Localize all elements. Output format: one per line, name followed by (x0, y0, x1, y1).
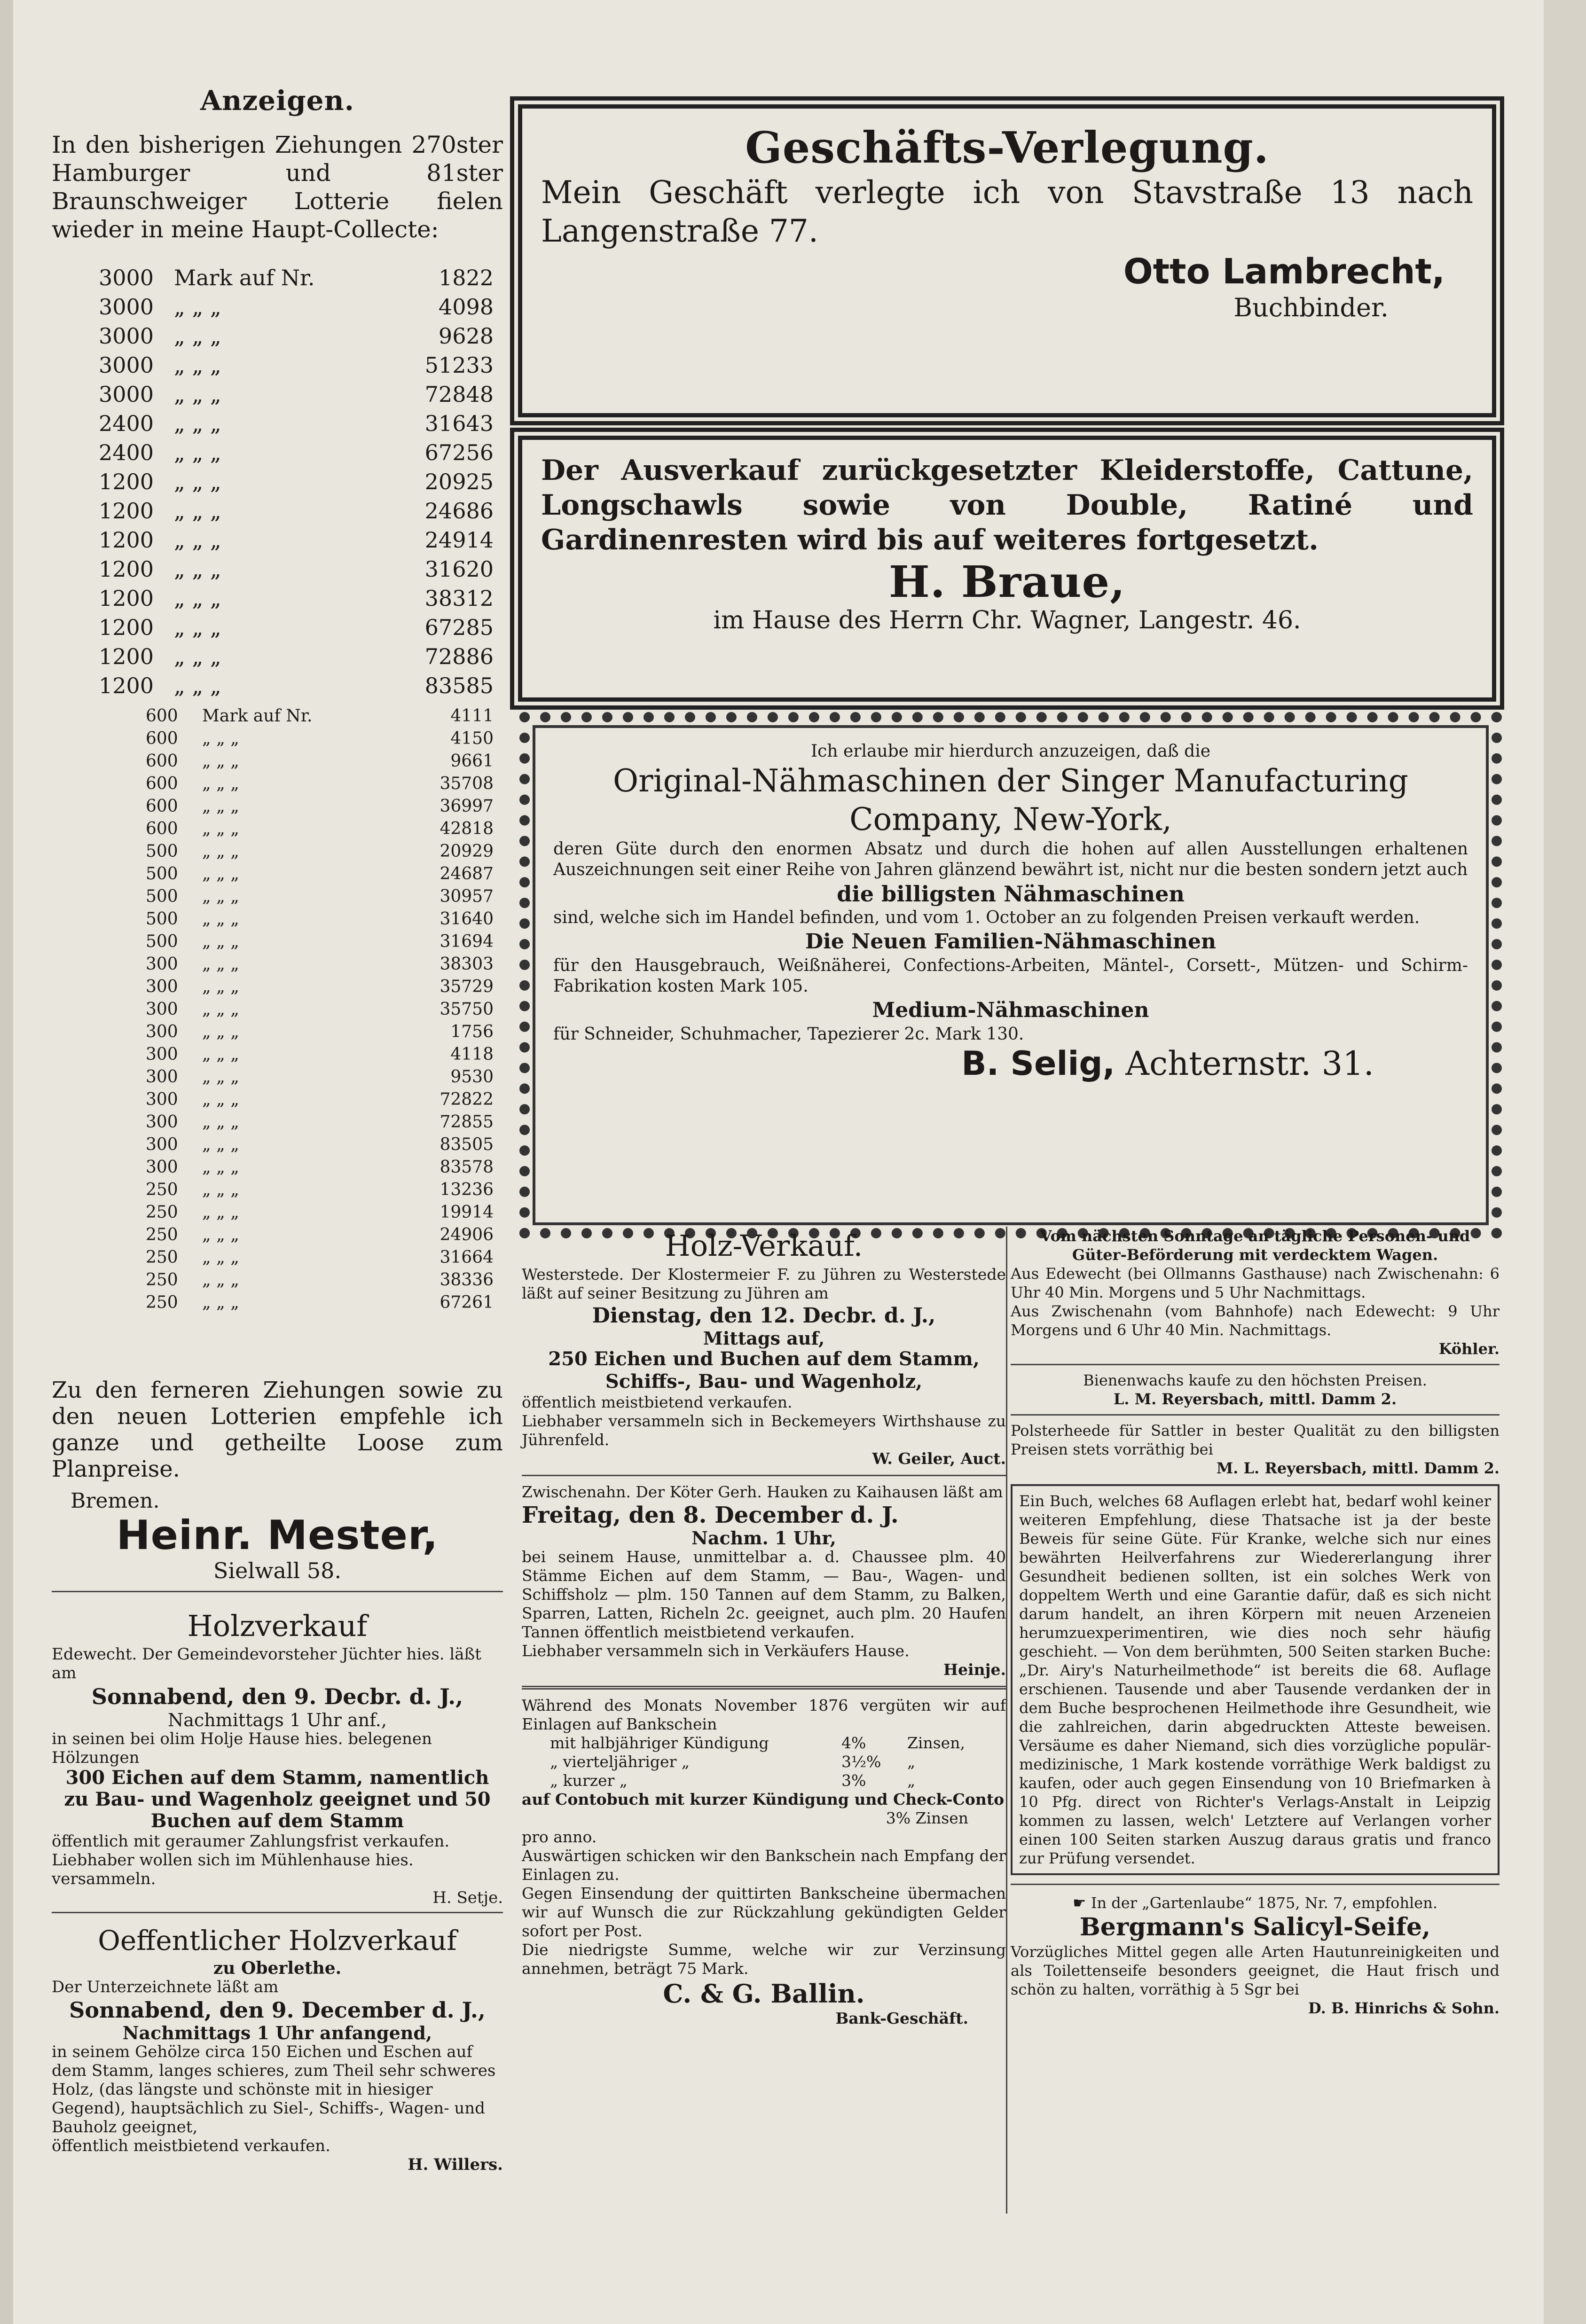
ad-name: Otto Lambrecht, (1123, 251, 1445, 292)
prize-amount: 600 (146, 797, 178, 816)
prize-row (146, 976, 494, 998)
lottery-address: Sielwall 58. (213, 1558, 342, 1583)
prize-amount: 3000 (99, 265, 154, 290)
ad-date: Sonnabend, den 9. December d. J., (69, 1997, 486, 2023)
prize-amount: 300 (146, 1135, 178, 1154)
prize-row (99, 555, 494, 584)
prize-label: „ „ „ (202, 1090, 239, 1109)
ad-text: Der Unterzeichnete läßt am (52, 1978, 279, 1996)
prize-row (146, 1201, 494, 1224)
prize-label: „ „ „ (174, 615, 221, 640)
lottery-city: Bremen. (71, 1489, 160, 1513)
ad-title: Bergmann's Salicyl-Seife, (1079, 1913, 1431, 1941)
prize-number: 4150 (450, 729, 494, 748)
prize-amount: 300 (146, 955, 178, 974)
prize-amount: 250 (146, 1248, 178, 1267)
prize-amount: 600 (146, 729, 178, 748)
prize-label: „ „ „ (202, 1022, 239, 1041)
prize-label: „ „ „ (174, 469, 221, 494)
section-heading: Anzeigen. (200, 85, 354, 117)
prize-amount: 300 (146, 977, 178, 996)
bank-rate-label: „ kurzer „ (550, 1771, 628, 1790)
small-prize-list (146, 705, 494, 1314)
prize-number: 20929 (440, 842, 494, 861)
prize-label: „ „ „ (174, 440, 221, 465)
prize-amount: 1200 (99, 498, 154, 524)
prize-amount: 1200 (99, 556, 154, 582)
prize-number: 35750 (440, 1000, 494, 1019)
prize-row (146, 1269, 494, 1291)
prize-row (146, 728, 494, 750)
ad-address: im Hause des Herrn Chr. Wagner, Langestr. 46. (713, 606, 1301, 634)
prize-number: 67285 (424, 615, 494, 640)
prize-label: „ „ „ (202, 1180, 239, 1199)
ad-address: Achternstr. 31. (1125, 1044, 1374, 1083)
prize-row (99, 496, 494, 525)
prize-label: „ „ „ (202, 774, 239, 793)
bank-rate-label: mit halbjähriger Kündigung (550, 1734, 769, 1752)
prize-amount: 500 (146, 932, 178, 951)
ad-text: für Schneider, Schuhmacher, Tapezierer 2c. Mark 130. (553, 1025, 1024, 1044)
prize-label: „ „ „ (202, 751, 239, 771)
prize-amount: 1200 (99, 644, 154, 669)
prize-row (99, 613, 494, 642)
prize-label: Mark auf Nr. (174, 265, 315, 290)
prize-number: 24906 (440, 1225, 494, 1244)
ad-signature: Heinje. (943, 1660, 1006, 1679)
prize-label: „ „ „ (174, 323, 221, 349)
prize-label: „ „ „ (174, 382, 221, 407)
ad-time: Mittags auf, (703, 1328, 825, 1349)
prize-amount: 300 (146, 1067, 178, 1087)
ad-text: öffentlich meistbietend verkaufen. (522, 1393, 793, 1411)
column-rule (1006, 1227, 1007, 2214)
prize-label: „ „ „ (202, 819, 239, 838)
prize-row (146, 885, 494, 908)
ad-items: 300 Eichen auf dem Stamm, namentlich zu Bau- und Wagenholz geeignet und 50 Buchen auf dem Stamm (64, 1767, 491, 1832)
prize-number: 31694 (440, 932, 494, 951)
prize-number: 31643 (424, 411, 494, 436)
bank-text: pro anno. (522, 1828, 597, 1846)
prize-label: „ „ „ (202, 729, 239, 748)
prize-label: „ „ „ (202, 864, 239, 884)
bank-name: C. & G. Ballin. (663, 1979, 865, 2009)
ad-intro (1011, 1894, 1500, 1912)
prize-label: „ „ „ (202, 932, 239, 951)
prize-number: 67261 (440, 1293, 494, 1312)
ad-text: Der Ausverkauf zurückgesetzter Kleiderstoffe, Cattune, Longschawls sowie von Double, Ratiné und Gardinenresten wird bis auf weiteres fortgesetzt. (541, 454, 1473, 556)
ad-braue-box (510, 428, 1504, 710)
prize-number: 38303 (440, 955, 494, 974)
prize-label: „ „ „ (174, 586, 221, 611)
prize-number: 36997 (440, 797, 494, 816)
prize-label: „ „ „ (174, 352, 221, 378)
ad-text: Westerstede. Der Klostermeier F. zu Jühren zu Westerstede läßt auf seiner Besitzung zu Jühren am (522, 1265, 1006, 1302)
ad-text: in seinen bei olim Holje Hause hies. belegenen Hölzungen (52, 1729, 432, 1767)
prize-label: „ „ „ (174, 294, 221, 320)
prize-row (146, 818, 494, 840)
ad-title: Holzverkauf (187, 1609, 368, 1643)
bank-rate-rate: 4% (841, 1734, 866, 1752)
prize-number: 9661 (450, 751, 494, 771)
prize-amount: 600 (146, 774, 178, 793)
lottery-intro: In den bisherigen Ziehungen 270ster Hamburger und 81ster Braunschweiger Lotterie fielen wieder in meine Haupt-Collecte: (52, 131, 503, 243)
bank-text: auf Contobuch mit kurzer Kündigung und Check-Conto (522, 1790, 1005, 1808)
bank-rate-row (550, 1753, 1006, 1771)
prize-row (99, 642, 494, 671)
prize-number: 4111 (450, 706, 494, 726)
ad-signature: L. M. Reyersbach, mittl. Damm 2. (1113, 1390, 1397, 1408)
ad-intro-text: In der „Gartenlaube“ 1875, Nr. 7, empfohlen. (1091, 1894, 1437, 1912)
ad-items: 250 Eichen und Buchen auf dem Stamm, Schiffs-, Bau- und Wagenholz, (548, 1348, 980, 1393)
prize-label: „ „ „ (174, 673, 221, 698)
prize-row (99, 321, 494, 351)
prize-number: 9530 (450, 1067, 494, 1087)
prize-amount: 250 (146, 1270, 178, 1290)
prize-number: 1822 (438, 265, 494, 290)
ad-text: öffentlich meistbietend verkaufen. (52, 2136, 330, 2155)
prize-number: 72855 (440, 1112, 494, 1132)
prize-number: 72822 (440, 1090, 494, 1109)
ad-text: Polsterheede für Sattler in bester Qualität zu den billigsten Preisen stets vorräthig bei (1011, 1422, 1500, 1458)
prize-number: 31640 (440, 909, 494, 929)
ad-title: Vom nächsten Sonntage an tägliche Personen- und Güter-Beförderung mit verdecktem Wagen. (1040, 1227, 1470, 1264)
prize-amount: 250 (146, 1203, 178, 1222)
prize-row (146, 1021, 494, 1043)
big-prize-list (99, 263, 494, 700)
prize-number: 38336 (440, 1270, 494, 1290)
ad-signature: D. B. Hinrichs & Sohn. (1308, 1999, 1500, 2017)
bank-rate-rate: 3½% (841, 1753, 881, 1771)
prize-amount: 1200 (99, 469, 154, 494)
prize-amount: 1200 (99, 615, 154, 640)
prize-amount: 3000 (99, 294, 154, 320)
prize-amount: 3000 (99, 323, 154, 349)
ad-time: Nachm. 1 Uhr, (691, 1527, 836, 1549)
ad-text: bei seinem Hause, unmittelbar a. d. Chaussee plm. 40 Stämme Eichen auf dem Stamm, — Bau-, Wagen- und Schiffsholz — plm. 150 Tannen auf dem Stamm, zu Balken, Sparren, Latten, Richeln 2c. geeignet, auch plm. 20 Haufen Tannen öffentlich meistbietend verkaufen. (522, 1548, 1006, 1641)
prize-number: 24687 (440, 864, 494, 884)
bank-text: Auswärtigen schicken wir den Bankschein nach Empfang der Einlagen zu. (522, 1847, 1006, 1884)
prize-label: „ „ „ (202, 1270, 239, 1290)
prize-amount: 3000 (99, 382, 154, 407)
ad-subtitle: die billigsten Nähmaschinen (837, 881, 1185, 907)
ad-signature: H. Setje. (432, 1888, 503, 1907)
ad-text: Edewecht. Der Gemeindevorsteher Jüchter hies. läßt am (52, 1645, 481, 1682)
prize-amount: 300 (146, 1022, 178, 1041)
prize-number: 83505 (440, 1135, 494, 1154)
prize-amount: 250 (146, 1180, 178, 1199)
ad-name: H. Braue, (888, 556, 1126, 607)
prize-number: 31620 (424, 556, 494, 582)
lottery-outro: Zu den ferneren Ziehungen sowie zu den neuen Lotterien empfehle ich ganze und getheilte Loose zum Planpreise. (52, 1377, 503, 1482)
prize-number: 19914 (440, 1203, 494, 1222)
lottery-footer (52, 1377, 503, 1592)
prize-amount: 2400 (99, 411, 154, 436)
bank-rate-unit: „ (907, 1753, 916, 1771)
ad-text: sind, welche sich im Handel befinden, und vom 1. October an zu folgenden Preisen verkauft werden. (553, 908, 1420, 927)
ad-lambrecht-box (510, 96, 1504, 425)
prize-amount: 3000 (99, 352, 154, 378)
prize-row (99, 467, 494, 496)
prize-label: „ „ „ (202, 1248, 239, 1267)
column-lottery (52, 85, 503, 243)
prize-number: 35729 (440, 977, 494, 996)
prize-row (146, 1246, 494, 1269)
prize-label: „ „ „ (202, 1112, 239, 1132)
prize-label: „ „ „ (202, 1000, 239, 1019)
ad-signature: W. Geiler, Auct. (872, 1449, 1006, 1468)
prize-number: 20925 (424, 469, 494, 494)
ad-title: Geschäfts-Verlegung. (745, 122, 1269, 173)
prize-amount: 300 (146, 1112, 178, 1132)
prize-amount: 1200 (99, 527, 154, 553)
prize-row (146, 1156, 494, 1179)
prize-label: „ „ „ (202, 1135, 239, 1154)
prize-number: 9628 (438, 323, 494, 349)
prize-row (146, 953, 494, 976)
prize-label: Mark auf Nr. (202, 706, 313, 726)
prize-number: 1756 (450, 1022, 494, 1041)
prize-row (99, 351, 494, 380)
page-gutter-left (0, 0, 13, 2324)
ad-date: Dienstag, den 12. Decbr. d. J., (592, 1304, 936, 1328)
prize-amount: 600 (146, 751, 178, 771)
prize-amount: 250 (146, 1293, 178, 1312)
ad-text: für den Hausgebrauch, Weißnäherei, Confections-Arbeiten, Mäntel-, Corsett-, Mützen- und Schirm-Fabrikation kosten Mark 105. (553, 956, 1468, 996)
bank-trade: Bank-Geschäft. (835, 2009, 968, 2027)
ad-text: öffentlich mit geraumer Zahlungsfrist verkaufen. (52, 1832, 450, 1851)
bank-rate: 3% Zinsen (886, 1809, 968, 1827)
bank-rate-label: „ vierteljähriger „ (550, 1753, 690, 1771)
prize-label: „ „ „ (202, 1045, 239, 1064)
prize-amount: 300 (146, 1158, 178, 1177)
bank-text: Während des Monats November 1876 vergüten wir auf Einlagen auf Bankschein (522, 1696, 1006, 1733)
prize-row (146, 1111, 494, 1134)
prize-number: 4098 (438, 294, 494, 320)
prize-row (99, 263, 494, 292)
prize-row (146, 1066, 494, 1088)
prize-number: 72848 (424, 382, 494, 407)
prize-amount: 600 (146, 819, 178, 838)
prize-label: „ „ „ (202, 1293, 239, 1312)
prize-row (146, 705, 494, 728)
prize-row (146, 1043, 494, 1066)
prize-amount: 500 (146, 842, 178, 861)
prize-number: 51233 (424, 352, 494, 378)
ad-signature: Köhler. (1438, 1340, 1500, 1358)
ad-text: Vorzügliches Mittel gegen alle Arten Hautunreinigkeiten und als Toilettenseife besonders geeignet, die Haut frisch und schön zu halten, vorräthig à 5 Sgr bei (1011, 1943, 1500, 1998)
prize-row (146, 931, 494, 953)
ad-title: Holz-Verkauf. (665, 1229, 863, 1263)
ad-title: Original-Nähmaschinen der Singer Manufacturing Company, New-York, (612, 763, 1409, 837)
prize-row (99, 671, 494, 700)
ad-text: Bienenwachs kaufe zu den höchsten Preisen. (1083, 1371, 1427, 1389)
ad-subtitle: Die Neuen Familien-Nähmaschinen (805, 930, 1216, 954)
ad-text: Aus Zwischenahn (vom Bahnhofe) nach Edewecht: 9 Uhr Morgens und 6 Uhr 40 Min. Nachmittags. (1011, 1302, 1500, 1339)
prize-number: 83585 (424, 673, 494, 698)
prize-number: 42818 (440, 819, 494, 838)
prize-number: 24914 (424, 527, 494, 553)
ad-subtitle: Medium-Nähmaschinen (872, 998, 1149, 1022)
prize-row (146, 1291, 494, 1314)
column-right (1011, 1227, 1500, 2018)
ad-place: zu Oberlethe. (213, 1958, 342, 1978)
prize-amount: 300 (146, 1090, 178, 1109)
pointing-hand-icon: ☛ (1072, 1894, 1091, 1912)
prize-label: „ „ „ (202, 955, 239, 974)
bank-rate-table (550, 1734, 1006, 1790)
prize-label: „ „ „ (174, 556, 221, 582)
ad-text: Mein Geschäft verlegte ich von Stavstraße 13 nach Langenstraße 77. (541, 174, 1473, 249)
prize-amount: 300 (146, 1000, 178, 1019)
prize-number: 38312 (424, 586, 494, 611)
prize-number: 31664 (440, 1248, 494, 1267)
prize-number: 83578 (440, 1158, 494, 1177)
ad-date: Freitag, den 8. December d. J. (522, 1502, 899, 1528)
ad-holzverkauf-oberlethe (52, 1922, 503, 2174)
ad-title: Oeffentlicher Holzverkauf (98, 1925, 457, 1956)
ad-text: Ein Buch, welches 68 Auflagen erlebt hat, bedarf wohl keiner weiteren Empfehlung, diese Thatsache ist ja der beste Beweis für seine Güte. Für Kranke, welche sich nur eines bewährten Heilverfahrens zur Wiedererlangung ihrer Gesundheit bedienen sollten, ist ein solches Werk von doppeltem Werth und eine Garantie dafür, daß es sich nicht darum handelt, an ihren Körpern mit neuen Arzeneien herumzuexperimentiren, wie dies noch sehr häufig geschieht. — Von dem berühmten, 500 Seiten starken Buche: „Dr. Airy's Naturheilmethode“ ist bereits die 68. Auflage erschienen. Tausende und aber Tausende verdanken der in dem Buche besprochenen Heilmethode ihre Gesundheit, wie die zahlreichen, darin abgedruckten Atteste beweisen. Versäume es daher Niemand, sich dies vorzügliche populär-medizinische, 1 Mark kostende vorräthige Werk baldigst zu kaufen, oder auch gegen Einsendung von 10 Briefmarken à 10 Pfg. direct von Richter's Verlags-Anstalt in Leipzig kommen zu lassen, welch' Letztere auf Verlangen vorher einen 100 Seiten starken Auszug daraus gratis und franco zur Prüfung versendet. (1019, 1492, 1491, 1867)
prize-row (146, 1179, 494, 1201)
prize-label: „ „ „ (202, 887, 239, 906)
prize-row (146, 840, 494, 863)
prize-amount: 500 (146, 909, 178, 929)
prize-row (146, 1224, 494, 1246)
ad-book-box (1011, 1484, 1500, 1875)
prize-amount: 250 (146, 1225, 178, 1244)
prize-row (99, 525, 494, 555)
prize-label: „ „ „ (174, 644, 221, 669)
ad-signature: H. Willers. (408, 2155, 503, 2174)
prize-amount: 500 (146, 887, 178, 906)
prize-row (99, 438, 494, 467)
prize-amount: 300 (146, 1045, 178, 1064)
prize-row (146, 1088, 494, 1111)
ad-text: Liebhaber wollen sich im Mühlenhause hies. versammeln. (52, 1851, 414, 1888)
ad-text: Zwischenahn. Der Köter Gerh. Hauken zu Kaihausen läßt am (522, 1483, 1003, 1501)
ad-text: in seinem Gehölze circa 150 Eichen und Eschen auf dem Stamm, langes schieres, zum Theil sehr schweres Holz, (das längste und schönste mit in hiesiger Gegend), hauptsächlich zu Siel-, Schiffs-, Wagen- und Bauholz geeignet, (52, 2042, 496, 2136)
bank-rate-unit: „ (907, 1771, 916, 1790)
prize-row (99, 409, 494, 438)
prize-amount: 600 (146, 706, 178, 726)
ad-time: Nachmittags 1 Uhr anf., (168, 1710, 387, 1730)
ad-intro: Ich erlaube mir hierdurch anzuzeigen, daß die (810, 742, 1211, 761)
ad-text: Liebhaber versammeln sich in Beckemeyers Wirthshause zu Jührenfeld. (522, 1412, 1006, 1449)
page-edge-right (1544, 0, 1586, 2324)
prize-row (99, 584, 494, 613)
prize-row (146, 795, 494, 818)
prize-row (146, 1134, 494, 1156)
ad-time: Nachmittags 1 Uhr anfangend, (122, 2022, 432, 2043)
ad-text: deren Güte durch den enormen Absatz und durch die hohen auf allen Ausstellungen erhaltenen Auszeichnungen seit einer Reihe von Jahren glänzend bewährt ist, nicht nur die besten sondern jetzt auch (553, 839, 1468, 879)
prize-number: 35708 (440, 774, 494, 793)
prize-number: 72886 (424, 644, 494, 669)
prize-row (146, 908, 494, 931)
bank-text: Die niedrigste Summe, welche wir zur Verzinsung annehmen, beträgt 75 Mark. (522, 1941, 1006, 1978)
bank-rate-row (550, 1771, 1006, 1790)
prize-label: „ „ „ (202, 797, 239, 816)
prize-label: „ „ „ (202, 842, 239, 861)
prize-label: „ „ „ (174, 411, 221, 436)
prize-row (99, 292, 494, 321)
ad-selig-box (519, 712, 1502, 1238)
prize-number: 13236 (440, 1180, 494, 1199)
ad-signature: M. L. Reyersbach, mittl. Damm 2. (1216, 1459, 1500, 1477)
prize-row (146, 863, 494, 885)
bank-rate-rate: 3% (841, 1771, 866, 1790)
prize-number: 24686 (424, 498, 494, 524)
prize-row (146, 998, 494, 1021)
ad-text: Aus Edewecht (bei Ollmanns Gasthause) nach Zwischenahn: 6 Uhr 40 Min. Morgens und 5 Uhr Nachmittags. (1011, 1265, 1500, 1301)
prize-number: 4118 (450, 1045, 494, 1064)
prize-amount: 2400 (99, 440, 154, 465)
ad-name: B. Selig, (961, 1044, 1115, 1083)
prize-amount: 500 (146, 864, 178, 884)
prize-label: „ „ „ (202, 1067, 239, 1087)
prize-label: „ „ „ (202, 909, 239, 929)
ad-date: Sonnabend, den 9. Decbr. d. J., (91, 1684, 463, 1709)
bank-rate-unit: Zinsen, (907, 1734, 965, 1752)
prize-label: „ „ „ (174, 527, 221, 553)
column-middle (522, 1227, 1006, 2028)
newspaper-page (52, 0, 1518, 2324)
prize-label: „ „ „ (202, 977, 239, 996)
prize-row (146, 773, 494, 795)
bank-rate-row (550, 1734, 1006, 1753)
ad-holzverkauf-edewecht (52, 1607, 503, 1913)
prize-amount: 1200 (99, 586, 154, 611)
prize-label: „ „ „ (202, 1225, 239, 1244)
prize-number: 67256 (424, 440, 494, 465)
ad-trade: Buchbinder. (1233, 293, 1389, 322)
ad-text: Liebhaber versammeln sich in Verkäufers Hause. (522, 1642, 910, 1660)
prize-label: „ „ „ (202, 1203, 239, 1222)
lottery-firm: Heinr. Mester, (116, 1512, 439, 1559)
prize-label: „ „ „ (174, 498, 221, 524)
prize-number: 30957 (440, 887, 494, 906)
prize-label: „ „ „ (202, 1158, 239, 1177)
prize-amount: 1200 (99, 673, 154, 698)
prize-row (99, 380, 494, 409)
prize-row (146, 750, 494, 773)
bank-text: Gegen Einsendung der quittirten Bankscheine übermachen wir auf Wunsch die zur Rückzahlung gekündigten Gelder sofort per Post. (522, 1884, 1006, 1940)
